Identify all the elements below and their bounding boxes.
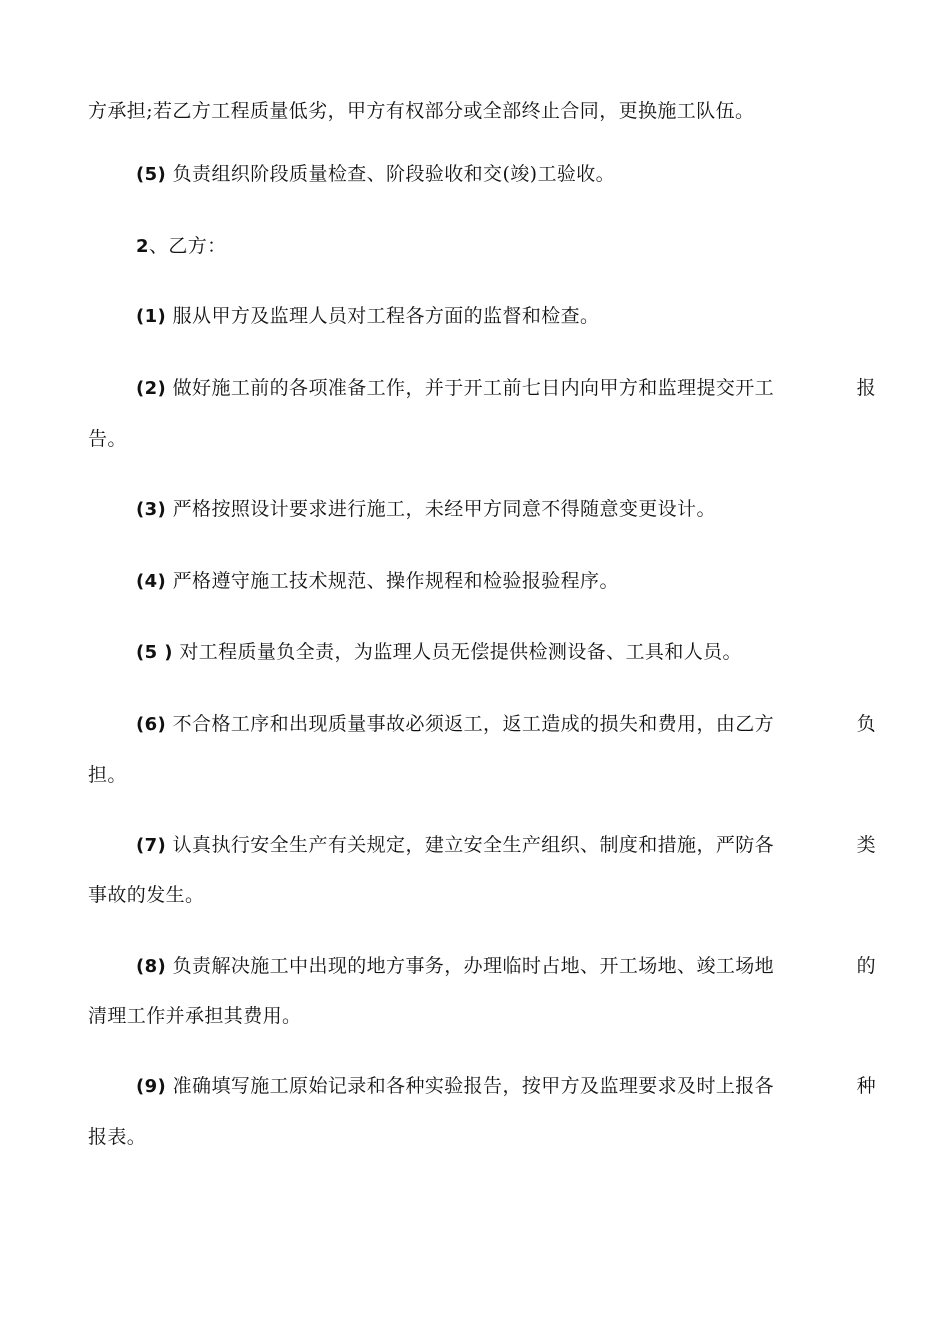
item-number: (4) — [136, 571, 167, 592]
item-text: 不合格工序和出现质量事故必须返工，返工造成的损失和费用，由乙方 — [172, 713, 775, 735]
section-title: 、乙方： — [148, 235, 227, 257]
item-text-tail: 类 — [856, 834, 876, 856]
item-number: (2) — [136, 378, 167, 399]
item-number: (5 ) — [136, 642, 173, 663]
list-item-b3 — [136, 497, 716, 522]
list-item-b1 — [136, 304, 599, 329]
paragraph-text: 方承担;若乙方工程质量低劣，甲方有权部分或全部终止合同，更换施工队伍。 — [88, 100, 755, 122]
item-number: (6) — [136, 714, 167, 735]
list-item-b6 — [136, 712, 876, 737]
item-text-tail: 负 — [856, 713, 876, 735]
item-text: 准确填写施工原始记录和各种实验报告，按甲方及监理要求及时上报各 — [172, 1075, 775, 1097]
item-text-tail: 的 — [856, 955, 876, 977]
item-number: (1) — [136, 306, 167, 327]
list-item-b9-continuation — [88, 1125, 146, 1149]
list-item-b8 — [136, 954, 876, 979]
item-text: 严格按照设计要求进行施工，未经甲方同意不得随意变更设计。 — [172, 498, 716, 520]
list-item-b2 — [136, 376, 876, 401]
list-item-b8-continuation — [88, 1004, 301, 1028]
list-item-b6-continuation — [88, 763, 127, 787]
paragraph-continuation — [88, 99, 754, 123]
item-text: 清理工作并承担其费用。 — [88, 1005, 302, 1027]
item-text-tail: 种 — [856, 1075, 876, 1097]
item-text: 事故的发生。 — [88, 884, 205, 906]
item-number: (8) — [136, 956, 167, 977]
item-text: 负责组织阶段质量检查、阶段验收和交(竣)工验收。 — [172, 163, 616, 185]
list-item-b7-continuation — [88, 883, 204, 907]
list-item-b9 — [136, 1074, 876, 1099]
item-number: (5) — [136, 164, 167, 185]
item-text: 告。 — [88, 428, 127, 450]
item-text: 严格遵守施工技术规范、操作规程和检验报验程序。 — [172, 570, 619, 592]
item-number: (7) — [136, 835, 167, 856]
item-text: 报表。 — [88, 1126, 147, 1148]
list-item-b4 — [136, 569, 619, 594]
item-text-tail: 报 — [856, 377, 876, 399]
list-item-b2-continuation — [88, 427, 127, 451]
item-text: 认真执行安全生产有关规定，建立安全生产组织、制度和措施，严防各 — [172, 834, 775, 856]
section-number: 2 — [136, 236, 149, 257]
item-text: 担。 — [88, 764, 127, 786]
list-item-b7 — [136, 833, 876, 858]
item-text: 负责解决施工中出现的地方事务，办理临时占地、开工场地、竣工场地 — [172, 955, 775, 977]
list-item-a5 — [136, 162, 615, 187]
list-item-b5 — [136, 640, 742, 665]
section-heading-party-b — [136, 234, 227, 259]
item-number: (9) — [136, 1076, 167, 1097]
item-text: 对工程质量负全责，为监理人员无偿提供检测设备、工具和人员。 — [179, 641, 742, 663]
item-text: 做好施工前的各项准备工作，并于开工前七日内向甲方和监理提交开工 — [172, 377, 775, 399]
item-number: (3) — [136, 499, 167, 520]
item-text: 服从甲方及监理人员对工程各方面的监督和检查。 — [172, 305, 600, 327]
